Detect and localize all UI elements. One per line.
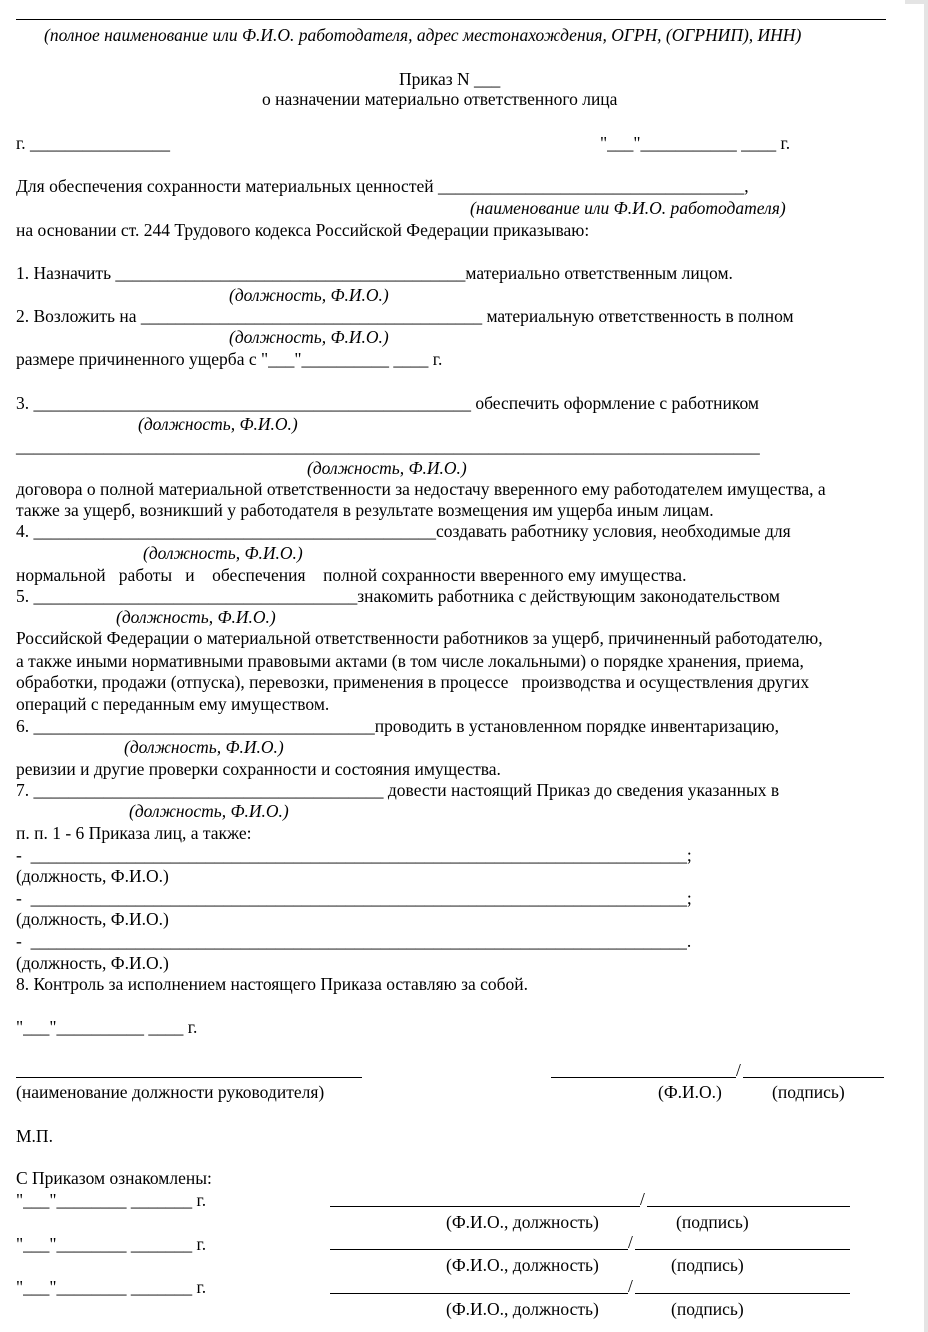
page-edge-right bbox=[924, 0, 928, 1332]
item-2-line: 2. Возложить на _______________________________________ материальную ответственность в полном bbox=[16, 306, 794, 326]
item-4-continuation: нормальной работы и обеспечения полной сохранности вверенного ему имущества. bbox=[16, 565, 687, 585]
head-fio-line bbox=[551, 1077, 736, 1078]
city-field: г. ________________ bbox=[16, 133, 170, 153]
acquainted-sign-caption-2: (подпись) bbox=[671, 1255, 744, 1275]
addressee-caption-2: (должность, Ф.И.О.) bbox=[16, 909, 169, 929]
head-position-line bbox=[16, 1077, 362, 1078]
item-5-line: 5. _____________________________________знакомить работника с действующим законодательством bbox=[16, 586, 780, 606]
item-3-line: 3. __________________________________________________ обеспечить оформление с работником bbox=[16, 393, 759, 413]
acquainted-sign-caption-3: (подпись) bbox=[671, 1299, 744, 1319]
item-7-continuation: п. п. 1 - 6 Приказа лиц, а также: bbox=[16, 823, 252, 843]
item-6-line: 6. _______________________________________проводить в установленном порядке инвентаризацию, bbox=[16, 716, 779, 736]
acquainted-slash-3: / bbox=[628, 1276, 633, 1296]
employer-line bbox=[16, 19, 886, 20]
item-5-caption: (должность, Ф.И.О.) bbox=[116, 607, 276, 627]
addressee-line-1: - ___________________________________________________________________________; bbox=[16, 845, 692, 865]
acquainted-fio-caption-2: (Ф.И.О., должность) bbox=[446, 1255, 599, 1275]
order-subtitle: о назначении материально ответственного лица bbox=[262, 89, 618, 109]
acquainted-fio-caption-1: (Ф.И.О., должность) bbox=[446, 1212, 599, 1232]
item-1-line: 1. Назначить ________________________________________материально ответственным лицом. bbox=[16, 263, 733, 283]
acquainted-date-3: "___"________ _______ г. bbox=[16, 1277, 207, 1297]
item-7-line: 7. ________________________________________ довести настоящий Приказ до сведения указанных в bbox=[16, 780, 780, 800]
acquainted-sign-caption-1: (подпись) bbox=[676, 1212, 749, 1232]
intro-line: Для обеспечения сохранности материальных ценностей ___________________________________, bbox=[16, 176, 749, 196]
item-1-caption: (должность, Ф.И.О.) bbox=[229, 285, 389, 305]
head-slash: / bbox=[736, 1060, 741, 1080]
acquainted-date-2: "___"________ _______ г. bbox=[16, 1234, 207, 1254]
acquainted-heading: С Приказом ознакомлены: bbox=[16, 1168, 212, 1188]
item-7-caption: (должность, Ф.И.О.) bbox=[129, 801, 289, 821]
head-sign-caption: (подпись) bbox=[772, 1082, 845, 1102]
acquainted-sign-line-1 bbox=[647, 1206, 850, 1207]
head-position-caption: (наименование должности руководителя) bbox=[16, 1082, 325, 1102]
acquainted-slash-1: / bbox=[640, 1189, 645, 1209]
acquainted-slash-2: / bbox=[628, 1232, 633, 1252]
acquainted-sign-line-3 bbox=[635, 1293, 850, 1294]
item-3-caption: (должность, Ф.И.О.) bbox=[138, 414, 298, 434]
acquainted-fio-line-3 bbox=[330, 1293, 628, 1294]
employer-caption: (полное наименование или Ф.И.О. работодателя, адрес местонахождения, ОГРН, (ОГРНИП), ИНН) bbox=[44, 25, 802, 45]
item-6-continuation: ревизии и другие проверки сохранности и состояния имущества. bbox=[16, 759, 501, 779]
addressee-caption-3: (должность, Ф.И.О.) bbox=[16, 953, 169, 973]
item-5-continuation-3: обработки, продажи (отпуска), перевозки, применения в процессе производства и осуществления других bbox=[16, 672, 810, 692]
addressee-line-2: - ___________________________________________________________________________; bbox=[16, 888, 692, 908]
item-5-continuation-1: Российской Федерации о материальной ответственности работников за ущерб, причиненный работодателю, bbox=[16, 628, 823, 648]
acquainted-sign-line-2 bbox=[635, 1249, 850, 1250]
item-3-employee-caption: (должность, Ф.И.О.) bbox=[307, 458, 467, 478]
addressee-caption-1: (должность, Ф.И.О.) bbox=[16, 866, 169, 886]
item-5-continuation-2: а также иными нормативными правовыми актами (в том числе локальными) о порядке хранения, приема, bbox=[16, 651, 804, 671]
addressee-line-3: - ___________________________________________________________________________. bbox=[16, 931, 692, 951]
item-4-caption: (должность, Ф.И.О.) bbox=[143, 543, 303, 563]
head-sign-line bbox=[743, 1077, 884, 1078]
item-8: 8. Контроль за исполнением настоящего Приказа оставляю за собой. bbox=[16, 974, 529, 994]
item-5-continuation-4: операций с переданным ему имуществом. bbox=[16, 694, 330, 714]
legal-basis-line: на основании ст. 244 Трудового кодекса Российской Федерации приказываю: bbox=[16, 220, 590, 240]
page-edge-top bbox=[905, 0, 928, 4]
item-4-line: 4. ______________________________________________создавать работнику условия, необходимые для bbox=[16, 521, 791, 541]
signature-date: "___"__________ ____ г. bbox=[16, 1017, 198, 1037]
item-2-continuation: размере причиненного ущерба с "___"__________ ____ г. bbox=[16, 349, 443, 369]
acquainted-fio-caption-3: (Ф.И.О., должность) bbox=[446, 1299, 599, 1319]
stamp-place: М.П. bbox=[16, 1126, 53, 1146]
order-title: Приказ N ___ bbox=[399, 69, 501, 89]
head-fio-caption: (Ф.И.О.) bbox=[658, 1082, 722, 1102]
employer-name-caption: (наименование или Ф.И.О. работодателя) bbox=[470, 198, 786, 218]
order-date-field: "___"___________ ____ г. bbox=[600, 133, 791, 153]
item-3-continuation-1: договора о полной материальной ответственности за недостачу вверенного ему работодателем имущества, а bbox=[16, 479, 826, 499]
item-3-continuation-2: также за ущерб, возникший у работодателя в результате возмещения им ущерба иным лицам. bbox=[16, 500, 714, 520]
item-3-employee-line: _____________________________________________________________________________________ bbox=[16, 436, 760, 456]
item-2-caption: (должность, Ф.И.О.) bbox=[229, 327, 389, 347]
acquainted-date-1: "___"________ _______ г. bbox=[16, 1190, 207, 1210]
acquainted-fio-line-2 bbox=[330, 1249, 628, 1250]
acquainted-fio-line-1 bbox=[330, 1206, 640, 1207]
item-6-caption: (должность, Ф.И.О.) bbox=[124, 737, 284, 757]
